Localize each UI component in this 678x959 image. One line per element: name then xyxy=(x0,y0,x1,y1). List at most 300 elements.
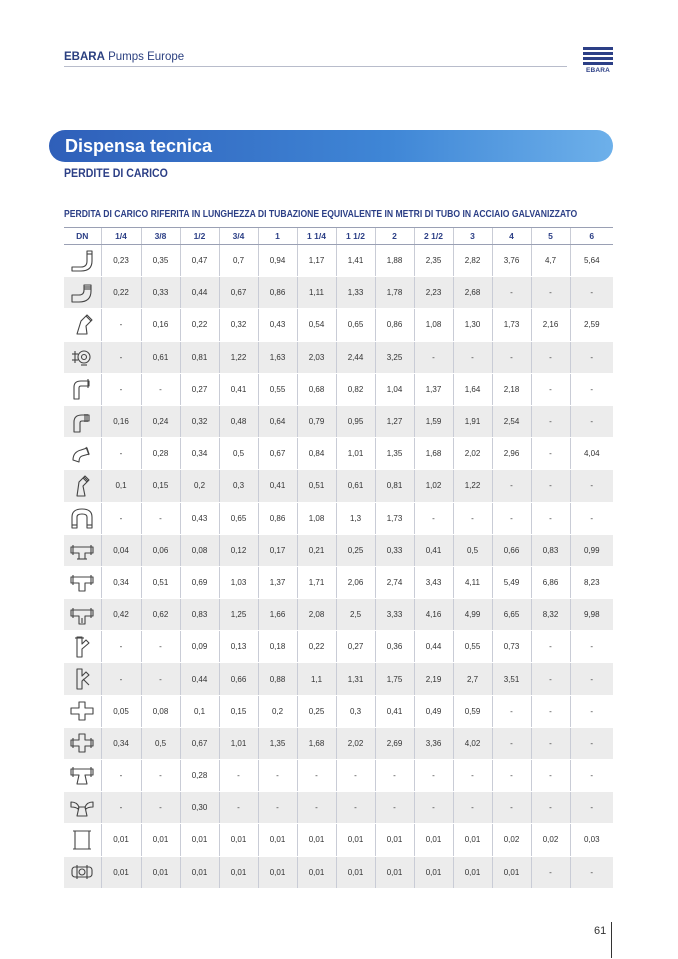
table-cell: 0,61 xyxy=(336,470,375,502)
table-cell: 0,04 xyxy=(101,534,141,566)
table-cell: - xyxy=(101,792,141,824)
table-cell: 0,62 xyxy=(141,599,180,631)
table-cell: 1,63 xyxy=(258,341,297,373)
table-row xyxy=(64,277,613,309)
table-cell: 0,2 xyxy=(180,470,219,502)
table-cell: 0,55 xyxy=(453,631,492,663)
table-cell: 0,73 xyxy=(492,631,531,663)
tee-straight-icon xyxy=(64,534,101,566)
table-cell: 2,23 xyxy=(414,277,453,309)
table-cell: 0,01 xyxy=(336,856,375,888)
table-cell: 0,33 xyxy=(375,534,414,566)
table-cell: 1,3 xyxy=(336,502,375,534)
table-cell: 0,01 xyxy=(453,856,492,888)
table-cell: - xyxy=(531,438,570,470)
logo-bar xyxy=(583,47,613,50)
table-cell: 0,41 xyxy=(219,373,258,405)
table-cell: - xyxy=(141,792,180,824)
table-cell: 1,01 xyxy=(219,727,258,759)
table-cell: 2,54 xyxy=(492,405,531,437)
table-cell: 2,02 xyxy=(453,438,492,470)
table-row xyxy=(64,663,613,695)
table-row xyxy=(64,631,613,663)
table-cell: 0,86 xyxy=(258,277,297,309)
table-cell: - xyxy=(531,277,570,309)
table-cell: 1,35 xyxy=(375,438,414,470)
table-cell: 1,59 xyxy=(414,405,453,437)
column-header: 1/4 xyxy=(101,228,141,245)
table-cell: 0,41 xyxy=(375,695,414,727)
table-cell: - xyxy=(453,341,492,373)
table-cell: 0,41 xyxy=(258,470,297,502)
table-cell: 2,5 xyxy=(336,599,375,631)
table-cell: - xyxy=(531,695,570,727)
table-cell: 1,68 xyxy=(414,438,453,470)
table-cell: - xyxy=(453,760,492,792)
table-cell: - xyxy=(414,792,453,824)
table-cell: 6,86 xyxy=(531,566,570,598)
table-cell: 0,88 xyxy=(258,663,297,695)
table-cell: 0,18 xyxy=(258,631,297,663)
table-cell: 0,47 xyxy=(180,245,219,277)
table-cell: 2,82 xyxy=(453,245,492,277)
table-cell: 0,32 xyxy=(180,405,219,437)
table-cell: - xyxy=(492,760,531,792)
brand-bold: EBARA xyxy=(64,51,105,63)
table-row xyxy=(64,405,613,437)
table-cell: 1,02 xyxy=(414,470,453,502)
table-cell: 0,01 xyxy=(492,856,531,888)
table-cell: - xyxy=(492,727,531,759)
table-cell: 0,36 xyxy=(375,631,414,663)
table-cell: 2,35 xyxy=(414,245,453,277)
table-cell: 0,01 xyxy=(141,856,180,888)
table-row xyxy=(64,245,613,277)
column-header: 3 xyxy=(453,228,492,245)
table-cell: 2,44 xyxy=(336,341,375,373)
table-cell: 0,01 xyxy=(141,824,180,856)
table-cell: 0,49 xyxy=(414,695,453,727)
table-cell: - xyxy=(492,470,531,502)
table-cell: 0,01 xyxy=(375,824,414,856)
table-cell: - xyxy=(531,856,570,888)
table-cell: - xyxy=(531,470,570,502)
table-cell: - xyxy=(570,856,613,888)
table-cell: - xyxy=(219,792,258,824)
table-cell: 1,66 xyxy=(258,599,297,631)
sleeve-coupling-icon xyxy=(64,824,101,856)
table-cell: - xyxy=(531,502,570,534)
table-cell: - xyxy=(101,341,141,373)
wye-branch-icon xyxy=(64,663,101,695)
table-cell: - xyxy=(141,502,180,534)
table-cell: - xyxy=(258,792,297,824)
table-cell: 0,81 xyxy=(375,470,414,502)
table-cell: - xyxy=(570,695,613,727)
bend-short-icon xyxy=(64,438,101,470)
table-cell: 4,02 xyxy=(453,727,492,759)
table-cell: - xyxy=(531,631,570,663)
table-cell: - xyxy=(570,502,613,534)
table-cell: 0,54 xyxy=(297,309,336,341)
table-cell: 1,30 xyxy=(453,309,492,341)
table-row xyxy=(64,534,613,566)
table-cell: 0,59 xyxy=(453,695,492,727)
table-cell: - xyxy=(570,277,613,309)
table-cell: - xyxy=(492,695,531,727)
table-title: PERDITA DI CARICO RIFERITA IN LUNGHEZZA DI TUBAZIONE EQUIVALENTE IN METRI DI TUBO IN ACCIAIO GALVANIZZATO xyxy=(64,208,578,220)
wye-straight-icon xyxy=(64,631,101,663)
table-cell: 1,25 xyxy=(219,599,258,631)
table-cell: - xyxy=(570,727,613,759)
table-cell: 0,15 xyxy=(219,695,258,727)
table-cell: 0,01 xyxy=(414,856,453,888)
elbow-90-icon xyxy=(64,245,101,277)
table-cell: - xyxy=(297,792,336,824)
column-header: 1 1/4 xyxy=(297,228,336,245)
section-banner xyxy=(49,130,613,162)
table-cell: - xyxy=(101,502,141,534)
table-cell: 2,16 xyxy=(531,309,570,341)
table-cell: 6,65 xyxy=(492,599,531,631)
table-row xyxy=(64,792,613,824)
table-cell: - xyxy=(414,341,453,373)
table-cell: 0,83 xyxy=(531,534,570,566)
table-cell: 0,01 xyxy=(414,824,453,856)
table-cell: 3,43 xyxy=(414,566,453,598)
table-cell: 5,49 xyxy=(492,566,531,598)
table-cell: 0,22 xyxy=(180,309,219,341)
table-cell: - xyxy=(531,405,570,437)
logo-bar xyxy=(583,52,613,55)
table-cell: 1,03 xyxy=(219,566,258,598)
table-cell: 0,2 xyxy=(258,695,297,727)
table-cell: 0,55 xyxy=(258,373,297,405)
cross-straight-icon xyxy=(64,695,101,727)
table-cell: 0,01 xyxy=(101,856,141,888)
table-cell: 0,28 xyxy=(141,438,180,470)
table-cell: 4,04 xyxy=(570,438,613,470)
table-cell: - xyxy=(531,760,570,792)
table-cell: 0,44 xyxy=(414,631,453,663)
table-cell: 1,91 xyxy=(453,405,492,437)
table-cell: 0,06 xyxy=(141,534,180,566)
table-cell: - xyxy=(297,760,336,792)
table-cell: 0,69 xyxy=(180,566,219,598)
table-cell: 1,1 xyxy=(297,663,336,695)
table-cell: 0,67 xyxy=(219,277,258,309)
table-cell: 1,27 xyxy=(375,405,414,437)
table-row xyxy=(64,502,613,534)
table-row xyxy=(64,727,613,759)
return-bend-icon xyxy=(64,502,101,534)
table-cell: - xyxy=(453,502,492,534)
bend-threaded-icon xyxy=(64,405,101,437)
logo-text: EBARA xyxy=(585,67,611,74)
table-cell: 0,84 xyxy=(297,438,336,470)
cross-branch-icon xyxy=(64,727,101,759)
table-row xyxy=(64,341,613,373)
table-cell: 1,64 xyxy=(453,373,492,405)
table-cell: - xyxy=(570,631,613,663)
table-cell: 0,51 xyxy=(141,566,180,598)
table-cell: 3,33 xyxy=(375,599,414,631)
table-cell: 0,21 xyxy=(297,534,336,566)
table-cell: 2,02 xyxy=(336,727,375,759)
table-cell: 1,33 xyxy=(336,277,375,309)
table-cell: 0,95 xyxy=(336,405,375,437)
column-header: 1 xyxy=(258,228,297,245)
tee-branch-icon xyxy=(64,566,101,598)
table-cell: - xyxy=(570,792,613,824)
table-cell: - xyxy=(531,341,570,373)
table-cell: 4,11 xyxy=(453,566,492,598)
table-cell: - xyxy=(101,631,141,663)
table-cell: 2,03 xyxy=(297,341,336,373)
table-cell: 2,08 xyxy=(297,599,336,631)
table-cell: 0,03 xyxy=(570,824,613,856)
table-cell: 0,22 xyxy=(101,277,141,309)
table-cell: - xyxy=(570,341,613,373)
table-cell: 0,48 xyxy=(219,405,258,437)
table-cell: - xyxy=(375,792,414,824)
table-row xyxy=(64,824,613,856)
logo-bar xyxy=(583,62,613,65)
table-cell: 2,74 xyxy=(375,566,414,598)
table-cell: 0,01 xyxy=(297,824,336,856)
table-cell: - xyxy=(414,502,453,534)
table-cell: 0,15 xyxy=(141,470,180,502)
table-cell: 1,01 xyxy=(336,438,375,470)
table-cell: 4,16 xyxy=(414,599,453,631)
table-cell: 8,32 xyxy=(531,599,570,631)
table-cell: 0,43 xyxy=(180,502,219,534)
table-cell: 1,22 xyxy=(453,470,492,502)
table-cell: 0,25 xyxy=(297,695,336,727)
table-cell: - xyxy=(570,760,613,792)
table-cell: 0,01 xyxy=(180,824,219,856)
table-cell: - xyxy=(101,373,141,405)
page-number: 61 xyxy=(594,925,607,937)
table-cell: 0,99 xyxy=(570,534,613,566)
column-header-dn: DN xyxy=(64,228,101,245)
table-cell: 1,31 xyxy=(336,663,375,695)
head-loss-table xyxy=(64,227,613,889)
table-cell: 2,19 xyxy=(414,663,453,695)
table-cell: 0,01 xyxy=(180,856,219,888)
table-cell: - xyxy=(531,792,570,824)
table-cell: 0,5 xyxy=(219,438,258,470)
table-cell: 0,27 xyxy=(336,631,375,663)
table-cell: 0,94 xyxy=(258,245,297,277)
table-row xyxy=(64,470,613,502)
flanged-valve-icon xyxy=(64,341,101,373)
table-cell: - xyxy=(531,727,570,759)
table-cell: 0,42 xyxy=(101,599,141,631)
table-cell: 0,67 xyxy=(180,727,219,759)
tee-branch-arrow-icon xyxy=(64,599,101,631)
table-cell: 1,73 xyxy=(375,502,414,534)
table-cell: 8,23 xyxy=(570,566,613,598)
table-cell: 0,16 xyxy=(101,405,141,437)
table-cell: 0,01 xyxy=(258,856,297,888)
table-cell: 0,5 xyxy=(141,727,180,759)
column-header: 2 xyxy=(375,228,414,245)
elbow-90-threaded-icon xyxy=(64,277,101,309)
table-cell: 2,06 xyxy=(336,566,375,598)
header-brand xyxy=(64,51,184,63)
page-number-rule xyxy=(611,922,612,958)
table-cell: 0,13 xyxy=(219,631,258,663)
table-cell: 0,43 xyxy=(258,309,297,341)
table-cell: 0,05 xyxy=(101,695,141,727)
table-cell: 0,08 xyxy=(141,695,180,727)
table-cell: 2,7 xyxy=(453,663,492,695)
table-cell: 0,51 xyxy=(297,470,336,502)
table-cell: 0,16 xyxy=(141,309,180,341)
table-cell: 0,65 xyxy=(219,502,258,534)
table-cell: 0,01 xyxy=(453,824,492,856)
table-cell: 0,28 xyxy=(180,760,219,792)
union-coupling-icon xyxy=(64,856,101,888)
column-header: 2 1/2 xyxy=(414,228,453,245)
table-cell: 0,01 xyxy=(336,824,375,856)
column-header: 3/4 xyxy=(219,228,258,245)
table-cell: - xyxy=(492,341,531,373)
table-cell: 1,04 xyxy=(375,373,414,405)
table-cell: - xyxy=(375,760,414,792)
column-header: 1/2 xyxy=(180,228,219,245)
table-cell: 0,79 xyxy=(297,405,336,437)
table-cell: 1,75 xyxy=(375,663,414,695)
table-cell: 3,76 xyxy=(492,245,531,277)
table-cell: 0,17 xyxy=(258,534,297,566)
table-row xyxy=(64,599,613,631)
table-cell: - xyxy=(414,760,453,792)
table-body xyxy=(64,245,613,889)
table-cell: 0,02 xyxy=(531,824,570,856)
table-cell: 1,11 xyxy=(297,277,336,309)
table-cell: 0,01 xyxy=(219,824,258,856)
table-cell: - xyxy=(570,405,613,437)
elbow-45-icon xyxy=(64,309,101,341)
column-header: 4 xyxy=(492,228,531,245)
table-cell: 0,44 xyxy=(180,663,219,695)
table-cell: - xyxy=(141,631,180,663)
table-cell: 0,27 xyxy=(180,373,219,405)
table-cell: 1,22 xyxy=(219,341,258,373)
table-cell: 0,86 xyxy=(258,502,297,534)
section-subtitle: PERDITE DI CARICO xyxy=(64,166,168,180)
logo-bar xyxy=(583,57,613,60)
table-cell: - xyxy=(141,760,180,792)
table-row xyxy=(64,695,613,727)
table-cell: 3,25 xyxy=(375,341,414,373)
table-cell: 0,01 xyxy=(101,824,141,856)
table-row xyxy=(64,438,613,470)
table-cell: 0,67 xyxy=(258,438,297,470)
table-cell: 1,78 xyxy=(375,277,414,309)
table-cell: 0,09 xyxy=(180,631,219,663)
column-header: 1 1/2 xyxy=(336,228,375,245)
table-cell: 1,17 xyxy=(297,245,336,277)
table-cell: 0,12 xyxy=(219,534,258,566)
table-cell: 0,66 xyxy=(219,663,258,695)
table-cell: 4,99 xyxy=(453,599,492,631)
table-cell: 0,23 xyxy=(101,245,141,277)
table-cell: 1,41 xyxy=(336,245,375,277)
column-header: 5 xyxy=(531,228,570,245)
table-cell: 0,25 xyxy=(336,534,375,566)
table-row xyxy=(64,856,613,888)
table-cell: 0,83 xyxy=(180,599,219,631)
table-cell: 0,30 xyxy=(180,792,219,824)
bend-45-threaded-icon xyxy=(64,470,101,502)
table-cell: 0,41 xyxy=(414,534,453,566)
table-row xyxy=(64,309,613,341)
table-cell: - xyxy=(101,760,141,792)
table-cell: 2,69 xyxy=(375,727,414,759)
table-cell: 0,32 xyxy=(219,309,258,341)
table-cell: 0,65 xyxy=(336,309,375,341)
table-cell: 0,44 xyxy=(180,277,219,309)
table-cell: - xyxy=(492,792,531,824)
table-cell: 0,81 xyxy=(180,341,219,373)
table-cell: 0,01 xyxy=(297,856,336,888)
table-cell: - xyxy=(570,470,613,502)
table-cell: 1,37 xyxy=(414,373,453,405)
table-cell: 0,34 xyxy=(101,727,141,759)
table-cell: 0,61 xyxy=(141,341,180,373)
table-cell: 0,34 xyxy=(180,438,219,470)
table-cell: 0,35 xyxy=(141,245,180,277)
table-cell: 1,08 xyxy=(414,309,453,341)
double-branch-curved-icon xyxy=(64,792,101,824)
column-header: 6 xyxy=(570,228,613,245)
table-cell: 9,98 xyxy=(570,599,613,631)
table-cell: 1,08 xyxy=(297,502,336,534)
table-cell: 2,18 xyxy=(492,373,531,405)
table-cell: 0,24 xyxy=(141,405,180,437)
table-cell: - xyxy=(258,760,297,792)
table-cell: 2,68 xyxy=(453,277,492,309)
table-cell: 0,3 xyxy=(336,695,375,727)
table-cell: 0,3 xyxy=(219,470,258,502)
table-cell: 0,82 xyxy=(336,373,375,405)
table-cell: - xyxy=(453,792,492,824)
table-row xyxy=(64,566,613,598)
header-rule xyxy=(64,66,567,67)
table-cell: 3,51 xyxy=(492,663,531,695)
table-cell: 1,71 xyxy=(297,566,336,598)
ebara-logo xyxy=(583,47,613,74)
table-cell: 0,66 xyxy=(492,534,531,566)
table-cell: - xyxy=(531,373,570,405)
table-cell: 0,33 xyxy=(141,277,180,309)
table-cell: 0,64 xyxy=(258,405,297,437)
table-cell: - xyxy=(570,663,613,695)
table-cell: 0,86 xyxy=(375,309,414,341)
table-cell: 0,01 xyxy=(219,856,258,888)
table-cell: - xyxy=(219,760,258,792)
table-cell: - xyxy=(492,502,531,534)
table-header-row xyxy=(64,228,613,245)
table-cell: 5,64 xyxy=(570,245,613,277)
table-cell: 1,37 xyxy=(258,566,297,598)
banner-title: Dispensa tecnica xyxy=(65,136,213,156)
table-cell: 2,96 xyxy=(492,438,531,470)
table-cell: 0,08 xyxy=(180,534,219,566)
